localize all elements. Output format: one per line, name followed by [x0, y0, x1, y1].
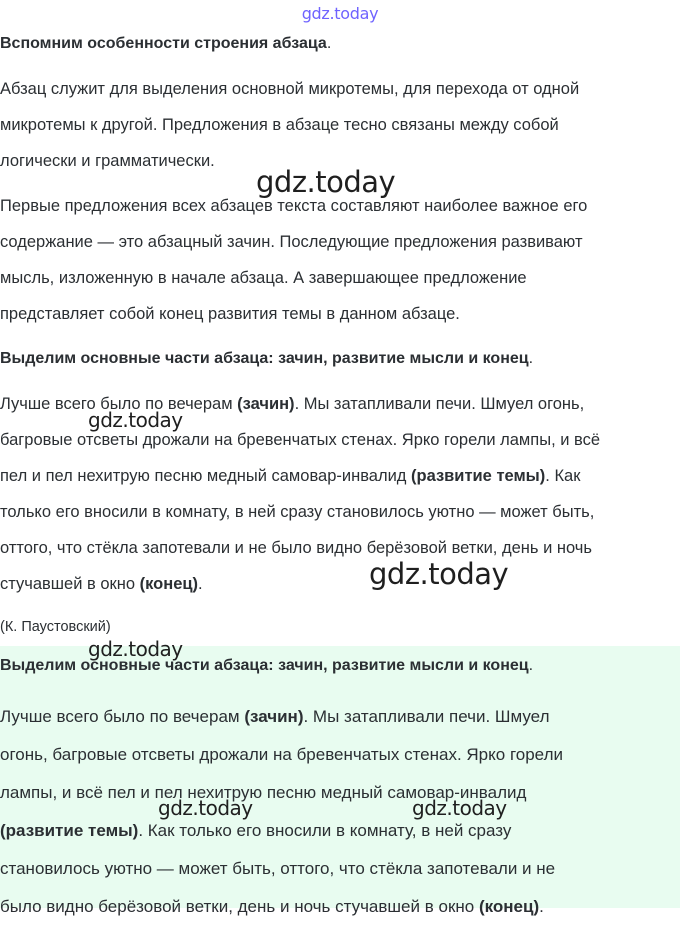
answer-block [0, 646, 680, 916]
text-run: стучавшей в окно [0, 575, 140, 593]
text-run: . Мы затапливали печи. Шмуел [303, 707, 550, 726]
watermark: gdz.today [88, 637, 183, 661]
text-run: было видно берёзовой ветки, день и ночь стучавшей в окно [0, 897, 479, 916]
part-label-development: (развитие темы) [0, 821, 139, 840]
heading-text: Выделим основные части абзаца: зачин, развитие мысли и конец [0, 350, 529, 367]
answer-paragraph [0, 698, 672, 926]
text-line: оттого, что стёкла запотевали и не было видно берёзовой ветки, день и ночь [0, 539, 592, 557]
part-label-beginning: (зачин) [237, 395, 295, 413]
section-heading-parts [0, 350, 533, 368]
heading-text: Вспомним особенности строения абзаца [0, 35, 327, 52]
watermark: gdz.today [369, 557, 509, 591]
watermark: gdz.today [412, 796, 507, 820]
text-run: . Мы затапливали печи. Шмуел огонь, [294, 395, 585, 413]
text-line: содержание — это абзацный зачин. Последующие предложения развивают [0, 233, 583, 251]
text-run: . [198, 575, 203, 593]
heading-text: Выделим основные части абзаца: зачин, развитие мысли и конец [0, 657, 529, 674]
part-label-beginning: (зачин) [244, 707, 304, 726]
text-run: . [539, 897, 544, 916]
text-line [0, 812, 672, 850]
text-line [0, 458, 672, 494]
section-heading-structure [0, 35, 331, 53]
text-line: багровые отсветы дрожали на бревенчатых стенах. Ярко горели лампы, и всё [0, 431, 601, 449]
answer-heading [0, 657, 533, 675]
text-line: только его вносили в комнату, в ней сразу становилось уютно — может быть, [0, 503, 595, 521]
heading-dot: . [528, 350, 534, 367]
heading-dot: . [528, 657, 534, 674]
author-attribution: (К. Паустовский) [0, 619, 111, 635]
text-line: становилось уютно — может быть, оттого, что стёкла запотевали и не [0, 859, 556, 878]
text-line: лампы, и всё пел и пел нехитрую песню медный самовар-инвалид [0, 783, 527, 802]
text-line [0, 888, 672, 926]
paragraph-structure [0, 188, 672, 332]
text-run: . Как только его вносили в комнату, в ней сразу [138, 821, 512, 840]
text-line [0, 566, 672, 602]
watermark: gdz.today [88, 408, 183, 432]
text-line: микротемы к другой. Предложения в абзаце тесно связаны между собой [0, 116, 559, 134]
paragraph-definition [0, 71, 672, 179]
part-label-ending: (конец) [478, 897, 540, 916]
text-line [0, 698, 672, 736]
text-line: мысль, изложенную в начале абзаца. А завершающее предложение [0, 269, 527, 287]
text-run: . Как [545, 467, 581, 485]
text-run: Лучше всего было по вечерам [0, 707, 245, 726]
part-label-ending: (конец) [139, 575, 199, 593]
text-line: огонь, багровые отсветы дрожали на бревенчатых стенах. Ярко горели [0, 745, 563, 764]
watermark-top: gdz.today [301, 4, 379, 23]
part-label-development: (развитие темы) [411, 467, 546, 485]
text-line: логически и грамматически. [0, 152, 215, 170]
text-run: Лучше всего было по вечерам [0, 395, 238, 413]
text-run: пел и пел нехитрую песню медный самовар-инвалид [0, 467, 412, 485]
watermark: gdz.today [158, 796, 253, 820]
text-line: Абзац служит для выделения основной микротемы, для перехода от одной [0, 80, 580, 98]
watermark: gdz.today [256, 165, 396, 199]
text-line: представляет собой конец развития темы в данном абзаце. [0, 305, 460, 323]
text-line: Первые предложения всех абзацев текста составляют наиболее важное его [0, 197, 588, 215]
heading-dot: . [326, 35, 332, 52]
